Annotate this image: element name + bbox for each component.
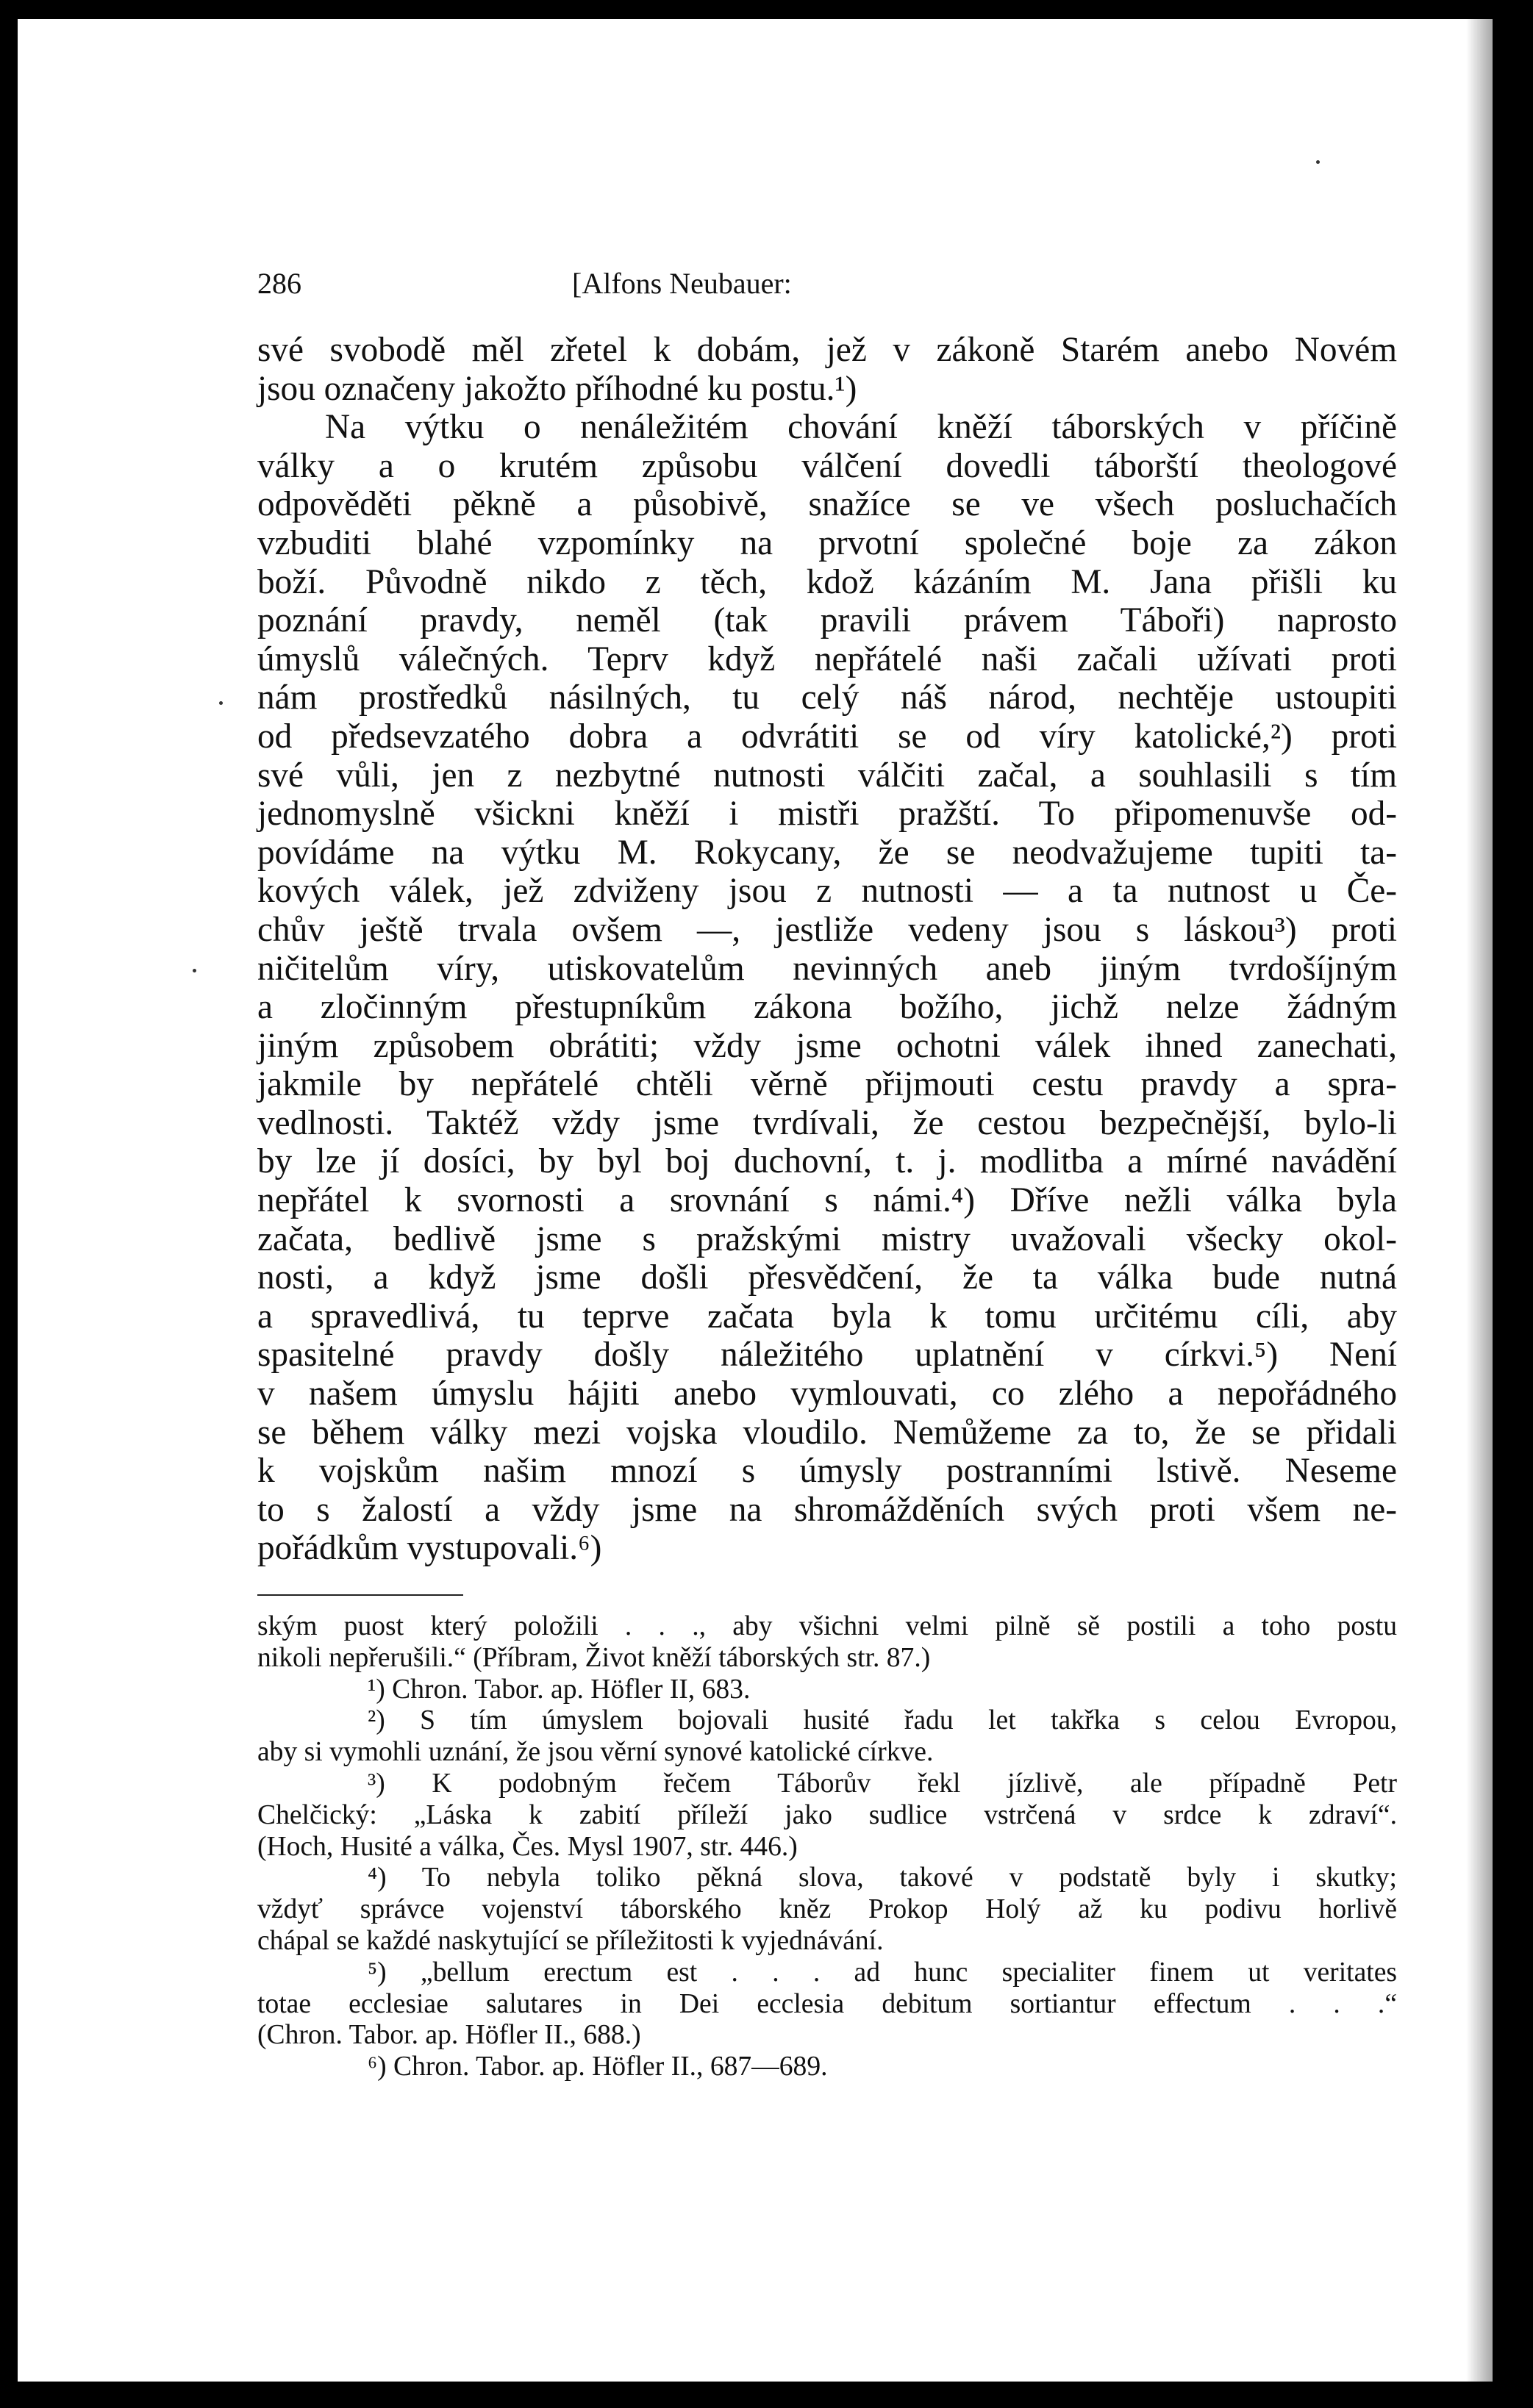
footnote-line: ³) K podobným řečem Táborův řekl jízlivě, ale případně Petr (368, 1768, 1397, 1799)
footnote-line: ⁵) „bellum erectum est . . . ad hunc specialiter finem ut veritates (368, 1957, 1397, 1988)
page-number: 286 (257, 267, 301, 300)
page-edge-shadow (1466, 19, 1493, 2382)
footnote-line: nikoli nepřerušili.“ (Příbram, Život kněží táborských str. 87.) (257, 1642, 931, 1673)
footnote-line: (Chron. Tabor. ap. Höfler II., 688.) (257, 2020, 641, 2051)
footnote-line: aby si vymohli uznání, že jsou věrní synové katolické církve. (257, 1737, 934, 1768)
text-line: Na výtku o nenáležitém chování kněží táborských v příčině (325, 408, 1397, 447)
footnote-line: ¹) Chron. Tabor. ap. Höfler II, 683. (368, 1674, 751, 1705)
page-header (257, 256, 1360, 300)
text-line: ničitelům víry, utiskovatelům nevinných aneb jiným tvrdošíjným (257, 949, 1397, 988)
text-line: spasitelné pravdy došly náležitého uplatnění v církvi.⁵) Není (257, 1336, 1397, 1375)
paper-speck (1316, 160, 1320, 164)
footnote-line: Chelčický: „Láska k zabití příleží jako sudlice vstrčená v srdce k zdraví“. (257, 1799, 1397, 1830)
text-line: úmyslů válečných. Teprv když nepřátelé naši začali užívati proti (257, 639, 1397, 678)
running-head: [Alfons Neubauer: (572, 267, 792, 300)
text-line: nosti, a když jsme došli přesvědčení, že ta válka bude nutná (257, 1258, 1397, 1297)
text-line: jiným způsobem obrátiti; vždy jsme ochotni válek ihned zanechati, (257, 1026, 1397, 1065)
text-line: své vůli, jen z nezbytné nutnosti válčiti začal, a souhlasili s tím (257, 756, 1397, 795)
paper-speck (193, 969, 196, 972)
text-line: odpověděti pěkně a působivě, snažíce se ve všech posluchačích (257, 485, 1397, 524)
footnote-line: ²) S tím úmyslem bojovali husité řadu let takřka s celou Evropou, (368, 1705, 1397, 1736)
main-text (257, 331, 1397, 1568)
text-line: vzbuditi blahé vzpomínky na prvotní společné boje za zákon (257, 523, 1397, 562)
book-page (18, 19, 1493, 2382)
text-line: války a o krutém způsobu válčení dovedli táborští theologové (257, 446, 1397, 485)
footnote-line: ⁶) Chron. Tabor. ap. Höfler II., 687—689. (368, 2052, 828, 2082)
text-line: povídáme na výtku M. Rokycany, že se neodvažujeme tupiti ta- (257, 833, 1397, 872)
footnote-line: chápal se každé naskytující se příležitosti k vyjednávání. (257, 1925, 884, 1956)
text-line: pořádkům vystupovali.⁶) (257, 1529, 602, 1568)
text-line: začata, bedlivě jsme s pražskými mistry uvažovali všecky okol- (257, 1219, 1397, 1258)
text-line: v našem úmyslu hájiti anebo vymlouvati, co zlého a nepořádného (257, 1375, 1397, 1413)
text-line: by lze jí dosíci, by byl boj duchovní, t. j. modlitba a mírné navádění (257, 1142, 1397, 1181)
footnote-line: vždyť správce vojenství táborského kněz Prokop Holý až ku podivu horlivě (257, 1894, 1397, 1925)
text-line: od předsevzatého dobra a odvrátiti se od víry katolické,²) proti (257, 717, 1397, 756)
paper-speck (219, 701, 223, 705)
text-line: se během války mezi vojska vloudilo. Nemůžeme za to, že se přidali (257, 1413, 1397, 1452)
footnote-line: ⁴) To nebyla toliko pěkná slova, takové v podstatě byly i skutky; (368, 1863, 1397, 1893)
text-line: a zločinným přestupníkům zákona božího, jichž nelze žádným (257, 988, 1397, 1027)
text-line: k vojskům našim mnozí s úmysly postranními lstivě. Neseme (257, 1452, 1397, 1491)
text-line: nám prostředků násilných, tu celý náš národ, nechtěje ustoupiti (257, 678, 1397, 717)
text-line: chův ještě trvala ovšem —, jestliže vedeny jsou s láskou³) proti (257, 910, 1397, 949)
text-line: poznání pravdy, neměl (tak pravili právem Táboři) naprosto (257, 601, 1397, 640)
text-line: a spravedlivá, tu teprve začata byla k tomu určitému cíli, aby (257, 1297, 1397, 1336)
footnote-rule (257, 1594, 463, 1596)
text-line: jsou označeny jakožto příhodné ku postu.¹) (257, 369, 857, 408)
text-line: boží. Původně nikdo z těch, kdož kázáním M. Jana přišli ku (257, 562, 1397, 601)
text-line: své svobodě měl zřetel k dobám, jež v zákoně Starém anebo Novém (257, 331, 1397, 369)
text-line: jednomyslně všickni kněží i mistři pražští. To připomenuvše od- (257, 795, 1397, 834)
text-line: vedlnosti. Taktéž vždy jsme tvrdívali, že cestou bezpečnější, bylo-li (257, 1103, 1397, 1142)
text-line: kových válek, jež zdviženy jsou z nutnosti — a ta nutnost u Če- (257, 872, 1397, 911)
text-line: to s žalostí a vždy jsme na shromážděních svých proti všem ne- (257, 1490, 1397, 1529)
footnote-line: (Hoch, Husité a válka, Čes. Mysl 1907, str. 446.) (257, 1831, 798, 1862)
text-line: nepřátel k svornosti a srovnání s námi.⁴) Dříve nežli válka byla (257, 1181, 1397, 1220)
text-line: jakmile by nepřátelé chtěli věrně přijmouti cestu pravdy a spra- (257, 1065, 1397, 1104)
footnote-line: totae ecclesiae salutares in Dei ecclesia debitum sortiantur effectum . . .“ (257, 1988, 1397, 2019)
footnote-line: ským puost který položili . . ., aby všichni velmi pilně sě postili a toho postu (257, 1611, 1397, 1641)
footnotes (257, 1611, 1397, 2083)
